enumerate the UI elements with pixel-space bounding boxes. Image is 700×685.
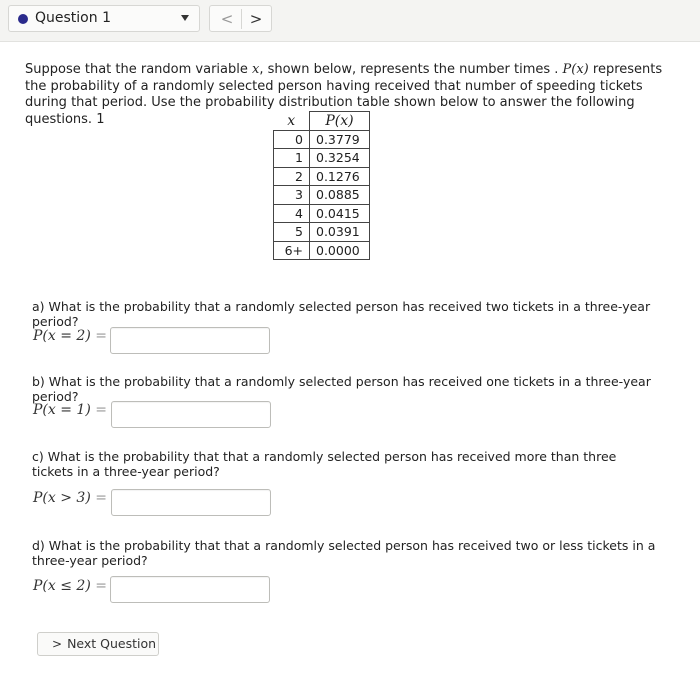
- table-header-p: P(x): [310, 112, 370, 131]
- intro-text-2: , shown below, represents the number times .: [259, 62, 563, 77]
- equals-sign: =: [95, 402, 107, 418]
- question-content: [0, 42, 700, 685]
- question-b-text: b) What is the probability that a randomly selected person has received one tickets in a three-year period?: [32, 374, 651, 404]
- equals-sign: =: [95, 578, 107, 594]
- table-cell-x: 1: [274, 149, 310, 168]
- table-cell-p: 0.0415: [310, 204, 370, 223]
- intro-text-3: represents the probability of a randomly selected person having received that number of speeding tickets during that period. Use the probability distribution table shown below to answer the following questions. 1: [25, 62, 663, 127]
- table-cell-x: 3: [274, 186, 310, 205]
- question-d-expression: [33, 578, 107, 594]
- table-cell-x: 2: [274, 167, 310, 186]
- table-row: [274, 241, 370, 260]
- question-toolbar: [0, 0, 700, 42]
- answer-b-input[interactable]: [111, 401, 271, 428]
- table-row: [274, 204, 370, 223]
- chevron-right-icon: >: [52, 637, 63, 651]
- table-header-x: x: [274, 112, 310, 131]
- table-cell-p: 0.3779: [310, 130, 370, 149]
- table-row: [274, 130, 370, 149]
- intro-px: P(x): [562, 62, 589, 77]
- table-cell-p: 0.0885: [310, 186, 370, 205]
- table-row: [274, 186, 370, 205]
- answer-c-input[interactable]: [111, 489, 271, 516]
- table-cell-p: 0.1276: [310, 167, 370, 186]
- next-question-button[interactable]: [37, 632, 159, 656]
- equals-sign: =: [95, 490, 107, 506]
- intro-var-x: x: [251, 62, 260, 77]
- question-c-expression: [33, 490, 107, 506]
- table-row: [274, 167, 370, 186]
- table-row: [274, 223, 370, 242]
- question-selector-label: Question 1: [35, 10, 111, 26]
- table-cell-x: 0: [274, 130, 310, 149]
- chevron-left-icon[interactable]: <: [220, 10, 234, 28]
- question-selector[interactable]: [8, 5, 200, 32]
- question-a-math: P(x = 2): [33, 328, 91, 344]
- next-question-label: Next Question: [67, 636, 157, 651]
- table-row: [274, 149, 370, 168]
- question-d-math: P(x ≤ 2): [33, 578, 91, 594]
- intro-text-1: Suppose that the random variable: [25, 62, 252, 77]
- probability-table: [273, 111, 370, 260]
- equals-sign: =: [95, 328, 107, 344]
- question-a-expression: [33, 328, 107, 344]
- question-b-expression: [33, 402, 107, 418]
- table-cell-x: 6+: [274, 241, 310, 260]
- table-cell-p: 0.0000: [310, 241, 370, 260]
- question-c-math: P(x > 3): [33, 490, 91, 506]
- table-cell-x: 5: [274, 223, 310, 242]
- table-cell-p: 0.0391: [310, 223, 370, 242]
- table-cell-p: 0.3254: [310, 149, 370, 168]
- table-cell-x: 4: [274, 204, 310, 223]
- status-dot-icon: [18, 14, 28, 24]
- question-d-text: d) What is the probability that that a randomly selected person has received two or less tickets in a three-year period?: [32, 538, 656, 568]
- chevron-right-icon[interactable]: >: [249, 10, 263, 28]
- question-a-text: a) What is the probability that a randomly selected person has received two tickets in a three-year period?: [32, 299, 651, 329]
- question-nav: [209, 5, 272, 32]
- question-b-math: P(x = 1): [33, 402, 91, 418]
- answer-d-input[interactable]: [110, 576, 270, 603]
- question-c-text: c) What is the probability that that a randomly selected person has received more than three tickets in a three-year period?: [32, 449, 617, 479]
- answer-a-input[interactable]: [110, 327, 270, 354]
- caret-down-icon: [181, 15, 189, 21]
